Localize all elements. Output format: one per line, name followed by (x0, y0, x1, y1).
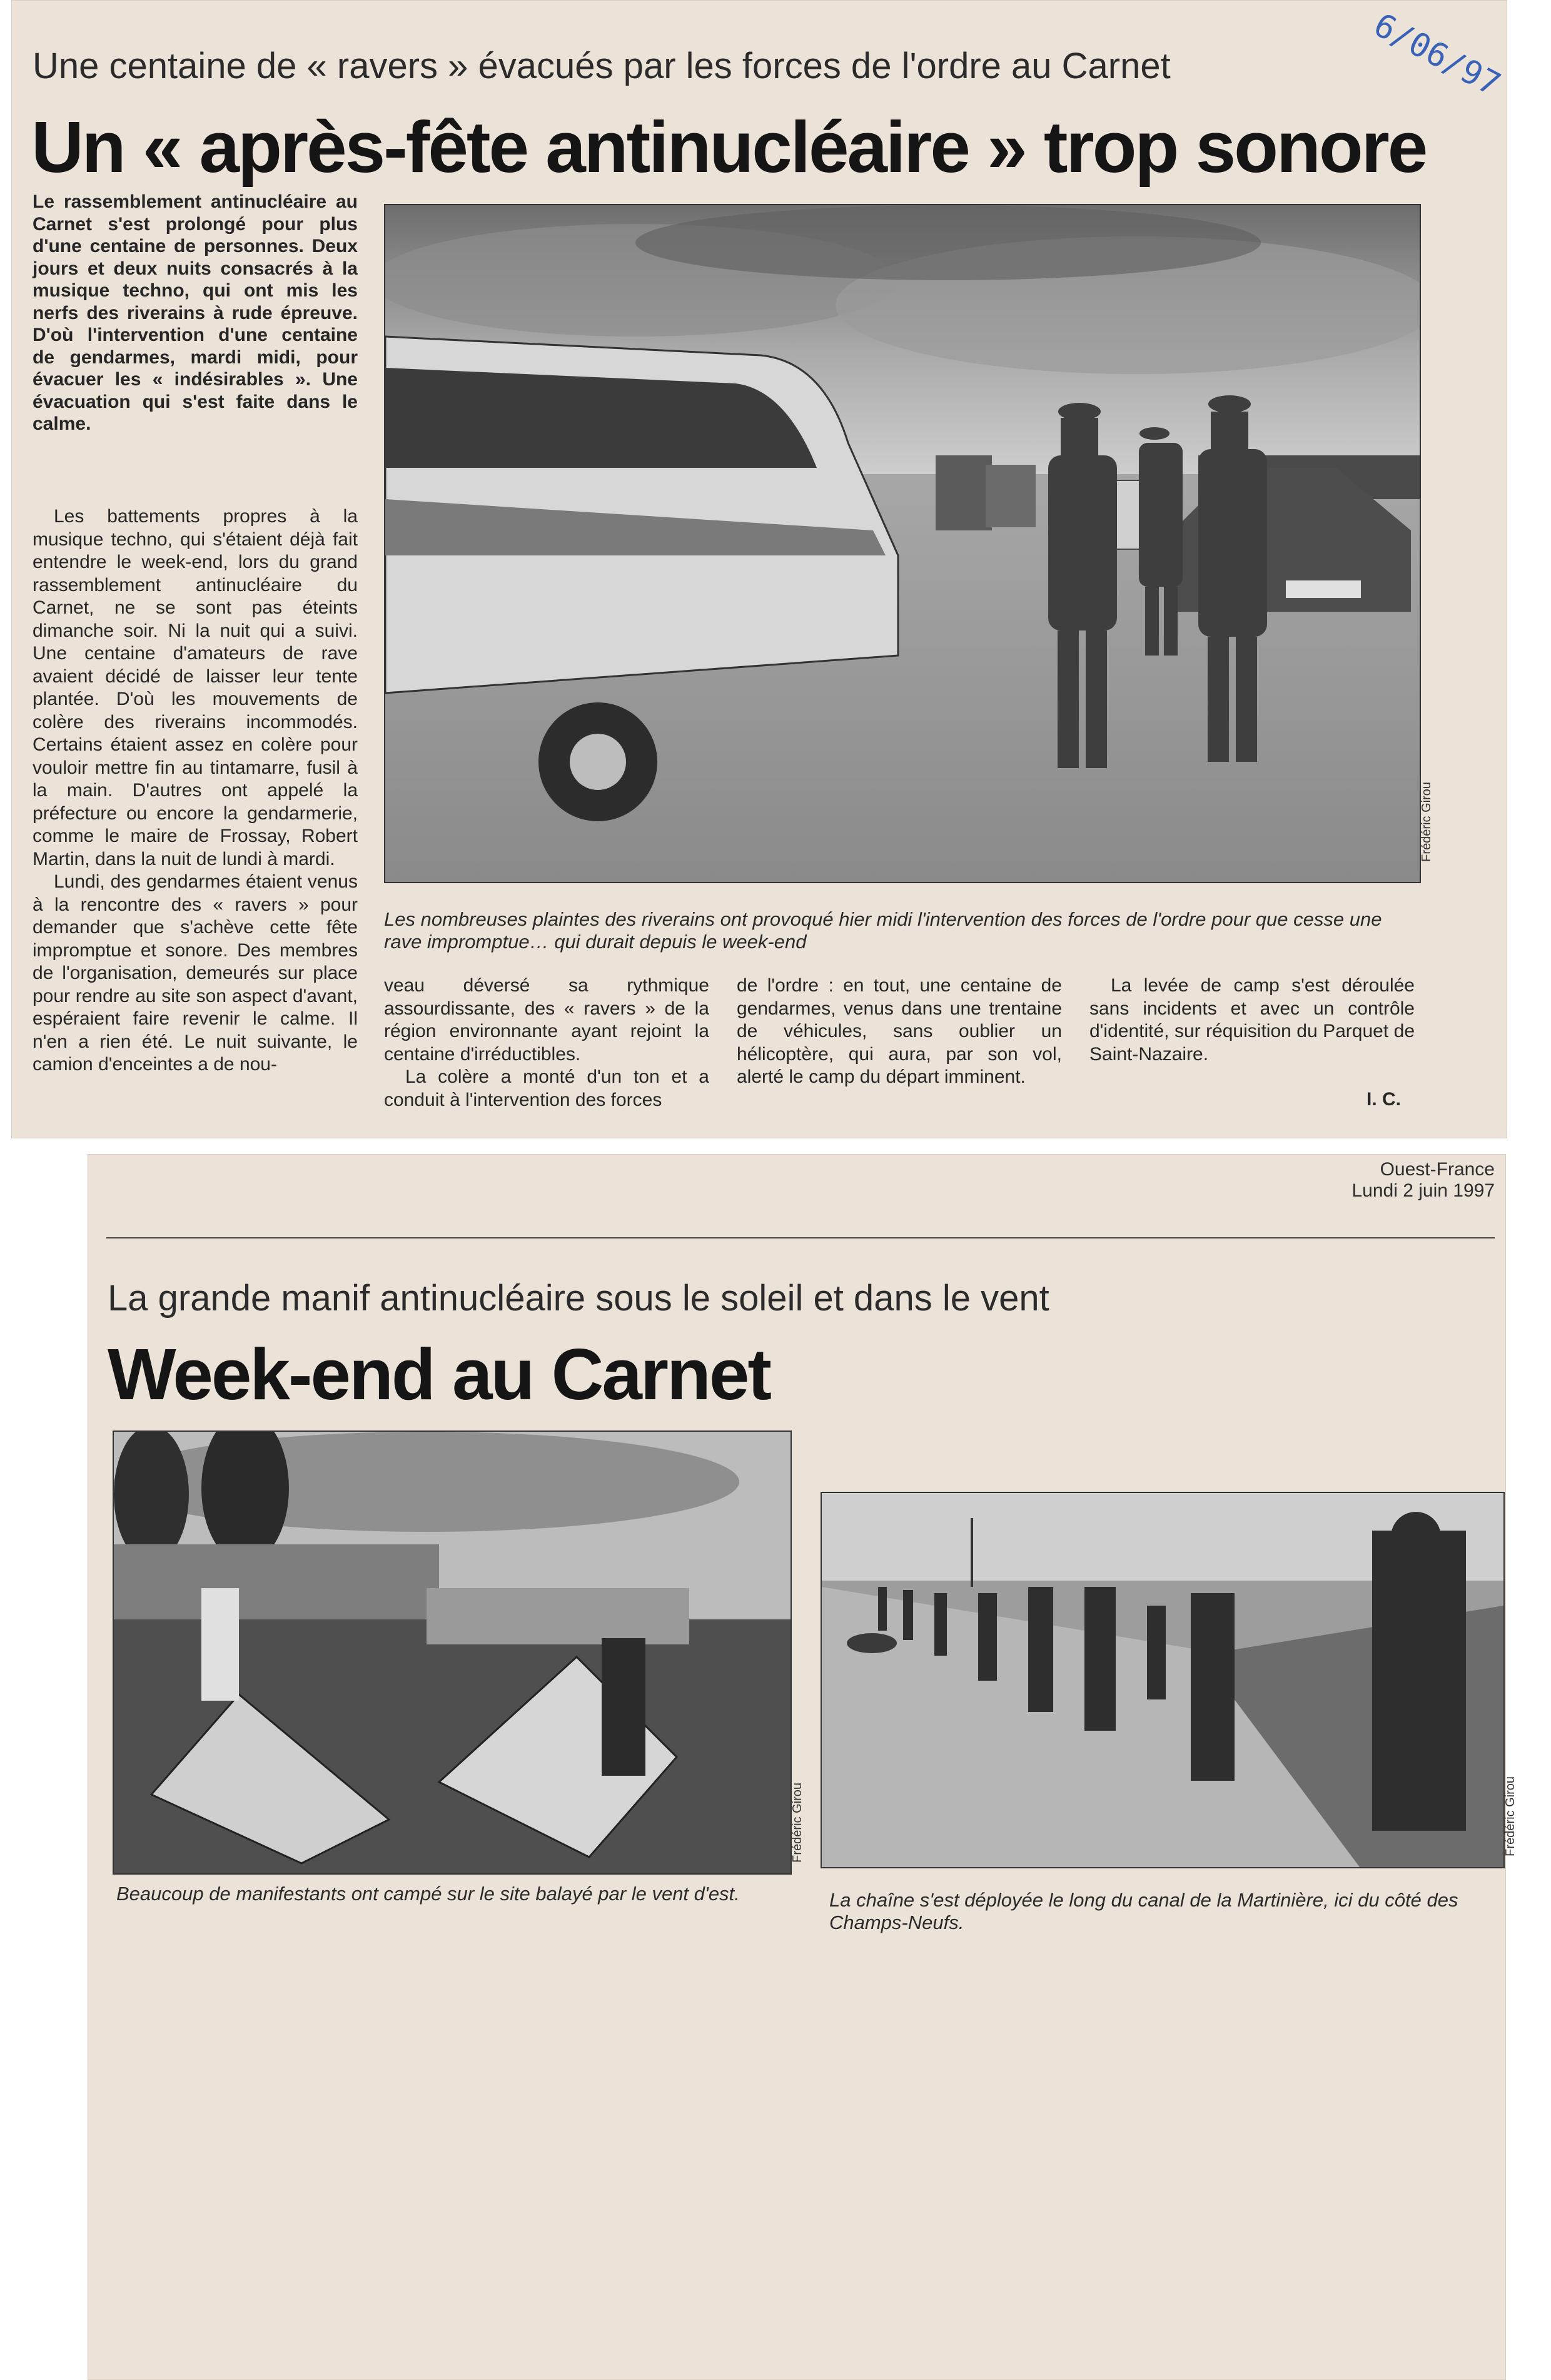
human-chain-photo (822, 1493, 1503, 1867)
article1-col2-paragraph-2: La colère a monté d'un ton et a conduit à l'intervention des forces (384, 1066, 709, 1110)
article2-photo2-credit: Frédéric Girou (1503, 1776, 1517, 1856)
article2-photo2-caption: La chaîne s'est déployée le long du canal de la Martinière, ici du côté des Champs-Neufs. (829, 1889, 1458, 1933)
article2-kicker: La grande manif antinucléaire sous le soleil et dans le vent (108, 1278, 1049, 1319)
handwritten-date: 6/06/97 (1367, 6, 1507, 104)
article1-column-2 (384, 975, 709, 1112)
article1-signature: I. C. (1366, 1089, 1401, 1110)
article1-lead-text: Le rassemblement antinucléaire au Carnet s'est prolongé pour plus d'une centaine de personnes. Deux jours et deux nuits consacrés à la musique techno, qui ont mis les nerfs des riverains à rude épreuve. D'où l'intervention d'une centaine de gendarmes, mardi midi, pour évacuer les « indésirables ». Une évacuation qui s'est faite dans le calme. (33, 191, 358, 434)
article1-column-1 (33, 505, 358, 1076)
article1-photo-credit: Frédéric Girou (1420, 782, 1433, 862)
article1-photo-gendarmes (384, 204, 1421, 883)
article2-photo1-credit: Frédéric Girou (791, 1783, 804, 1863)
article1-col1-paragraph-2: Lundi, des gendarmes étaient venus à la rencontre des « ravers » pour demander que s'achève cette fête impromptue et sonore. Des membres de l'organisation, demeurés sur place pour rendre au site son aspect d'avant, espéraient faire revenir le calme. Il n'en a rien été. Le nuit suivante, le camion d'enceintes a de nou- (33, 871, 358, 1075)
camping-photo (114, 1432, 791, 1873)
article1-col3-paragraph-1: de l'ordre : en tout, une centaine de gendarmes, venus dans une trentaine de véhicules, sans oublier un hélicoptère, qui aura, par son vol, alerté le camp du départ imminent. (737, 975, 1062, 1087)
newspaper-name: Ouest-France (1380, 1159, 1495, 1180)
header-rule (106, 1237, 1495, 1238)
article1-column-3 (737, 975, 1062, 1089)
article1-column-4 (1089, 975, 1415, 1112)
article1-photo-caption: Les nombreuses plaintes des riverains ont provoqué hier midi l'intervention des forces de l'ordre pour que cesse une rave impromptue… qui durait depuis le week-end (384, 908, 1382, 953)
article2-photo-human-chain (821, 1492, 1505, 1868)
article2-headline: Week-end au Carnet (108, 1334, 770, 1415)
newspaper-masthead (1188, 1159, 1495, 1202)
article2-photo1-caption: Beaucoup de manifestants ont campé sur le site balayé par le vent d'est. (116, 1883, 740, 1905)
article2-photo-camping (113, 1431, 792, 1875)
article1-col4-paragraph-1: La levée de camp s'est déroulée sans incidents et avec un contrôle d'identité, sur réquisition du Parquet de Saint-Nazaire. (1089, 975, 1415, 1065)
article1-headline: Un « après-fête antinucléaire » trop sonore (31, 106, 1427, 188)
article1-lead (33, 191, 358, 435)
article1-kicker: Une centaine de « ravers » évacués par les forces de l'ordre au Carnet (33, 46, 1171, 86)
article1-col1-paragraph-1: Les battements propres à la musique techno, qui s'étaient déjà fait entendre le week-end, lors du grand rassemblement antinucléaire du Carnet, ne se sont pas éteints dimanche soir. Ni la nuit qui a suivi. Une centaine d'amateurs de rave avaient décidé de laisser leur tente plantée. D'où les mouvements de colère des riverains incommodés. Certains étaient assez en colère pour vouloir mettre fin au tintamarre, fusil à la main. D'autres ont appelé la préfecture ou encore la gendarmerie, comme le maire de Frossay, Robert Martin, dans la nuit de lundi à mardi. (33, 506, 358, 869)
gendarmes-bus-photo (385, 205, 1420, 882)
article1-col2-paragraph-1: veau déversé sa rythmique assourdissante, des « ravers » de la région environnante ayant rejoint la centaine d'irréductibles. (384, 975, 709, 1065)
newspaper-date: Lundi 2 juin 1997 (1351, 1180, 1495, 1201)
